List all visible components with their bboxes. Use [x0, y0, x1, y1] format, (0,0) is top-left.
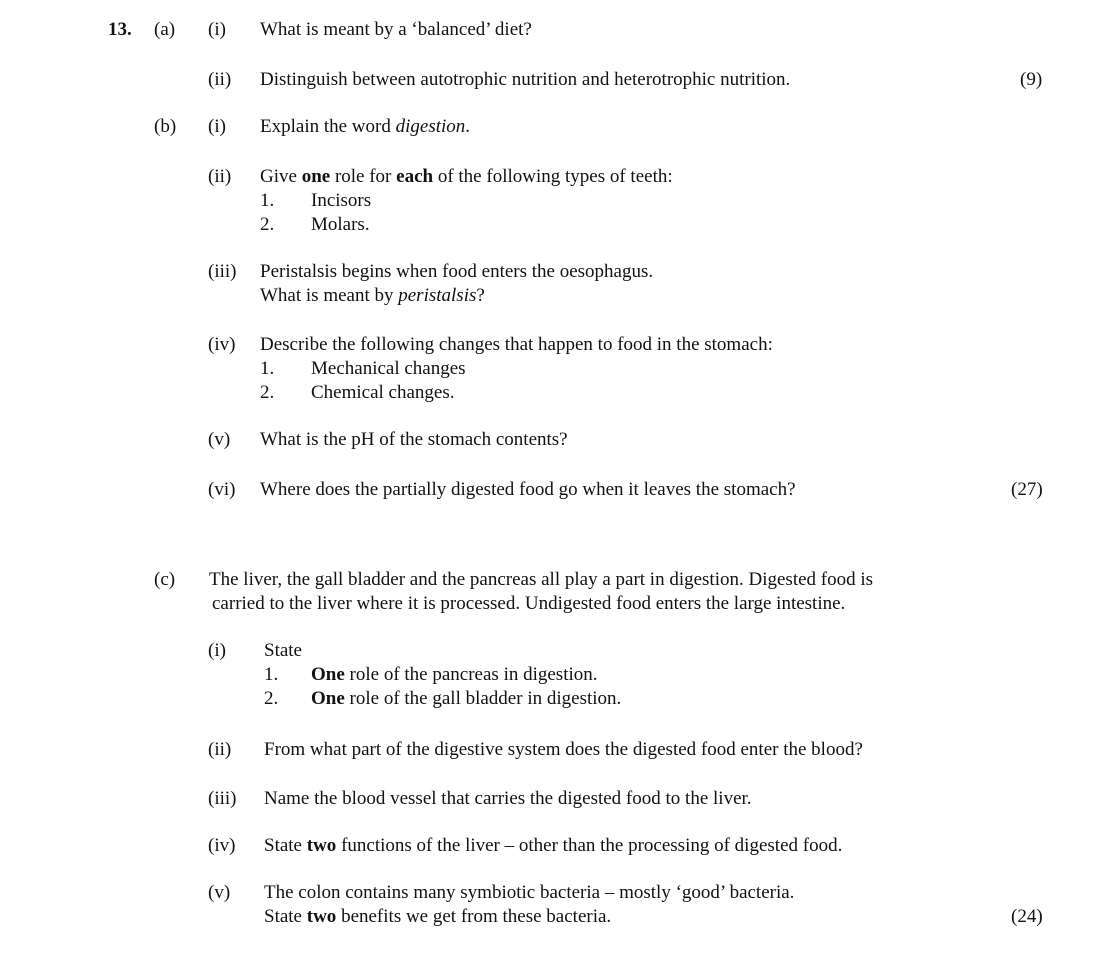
- term-digestion: digestion: [395, 116, 466, 137]
- part-b-marks: (27): [1011, 479, 1043, 500]
- list-item-num: 1.: [264, 664, 279, 685]
- list-item: Chemical changes.: [311, 382, 455, 403]
- part-c-iv-label: (iv): [208, 835, 236, 856]
- part-b-ii-label: (ii): [208, 166, 232, 187]
- part-c-i-text: State: [264, 640, 302, 661]
- part-c-iii-text: Name the blood vessel that carries the digested food to the liver.: [264, 788, 752, 809]
- list-item-num: 2.: [264, 688, 279, 709]
- part-c-v-line1: The colon contains many symbiotic bacteria – mostly ‘good’ bacteria.: [264, 882, 795, 903]
- part-b-vi-text: Where does the partially digested food go when it leaves the stomach?: [260, 479, 796, 500]
- part-a-marks: (9): [1020, 69, 1043, 90]
- list-item-num: 2.: [260, 382, 275, 403]
- part-c-ii-label: (ii): [208, 739, 232, 760]
- question-number: 13.: [108, 19, 132, 40]
- part-a-i-label: (i): [208, 19, 226, 40]
- part-c-ii-text: From what part of the digestive system does the digested food enter the blood?: [264, 739, 863, 760]
- part-b-iv-text: Describe the following changes that happen to food in the stomach:: [260, 334, 773, 355]
- list-item: One role of the gall bladder in digestion.: [311, 688, 622, 709]
- part-b-i-text: Explain the word digestion.: [260, 116, 471, 137]
- part-b-v-text: What is the pH of the stomach contents?: [260, 429, 568, 450]
- part-b-v-label: (v): [208, 429, 231, 450]
- part-a-label: (a): [154, 19, 176, 40]
- term-peristalsis: peristalsis: [398, 285, 477, 306]
- part-a-i-text: What is meant by a ‘balanced’ diet?: [260, 19, 532, 40]
- part-c-iv-text: State two functions of the liver – other than the processing of digested food.: [264, 835, 843, 856]
- list-item-num: 1.: [260, 358, 275, 379]
- part-b-iii-line2: What is meant by peristalsis?: [260, 285, 485, 306]
- list-item: One role of the pancreas in digestion.: [311, 664, 598, 685]
- part-c-i-label: (i): [208, 640, 226, 661]
- part-b-i-label: (i): [208, 116, 226, 137]
- list-item-num: 1.: [260, 190, 275, 211]
- part-c-iii-label: (iii): [208, 788, 237, 809]
- list-item: Molars.: [311, 214, 370, 235]
- part-a-ii-label: (ii): [208, 69, 232, 90]
- part-b-vi-label: (vi): [208, 479, 236, 500]
- list-item: Incisors: [311, 190, 372, 211]
- part-b-iii-line1: Peristalsis begins when food enters the oesophagus.: [260, 261, 654, 282]
- part-b-ii-text: Give one role for each of the following types of teeth:: [260, 166, 673, 187]
- part-b-iv-label: (iv): [208, 334, 236, 355]
- part-a-ii-text: Distinguish between autotrophic nutrition and heterotrophic nutrition.: [260, 69, 791, 90]
- part-b-label: (b): [154, 116, 177, 137]
- part-c-intro-line2: carried to the liver where it is processed. Undigested food enters the large intestine.: [212, 593, 846, 614]
- part-c-label: (c): [154, 569, 176, 590]
- list-item: Mechanical changes: [311, 358, 466, 379]
- part-c-intro-line1: The liver, the gall bladder and the pancreas all play a part in digestion. Digested food is: [209, 569, 874, 590]
- list-item-num: 2.: [260, 214, 275, 235]
- part-c-v-line2: State two benefits we get from these bacteria.: [264, 906, 612, 927]
- part-c-marks: (24): [1011, 906, 1043, 927]
- part-b-iii-label: (iii): [208, 261, 237, 282]
- part-c-v-label: (v): [208, 882, 231, 903]
